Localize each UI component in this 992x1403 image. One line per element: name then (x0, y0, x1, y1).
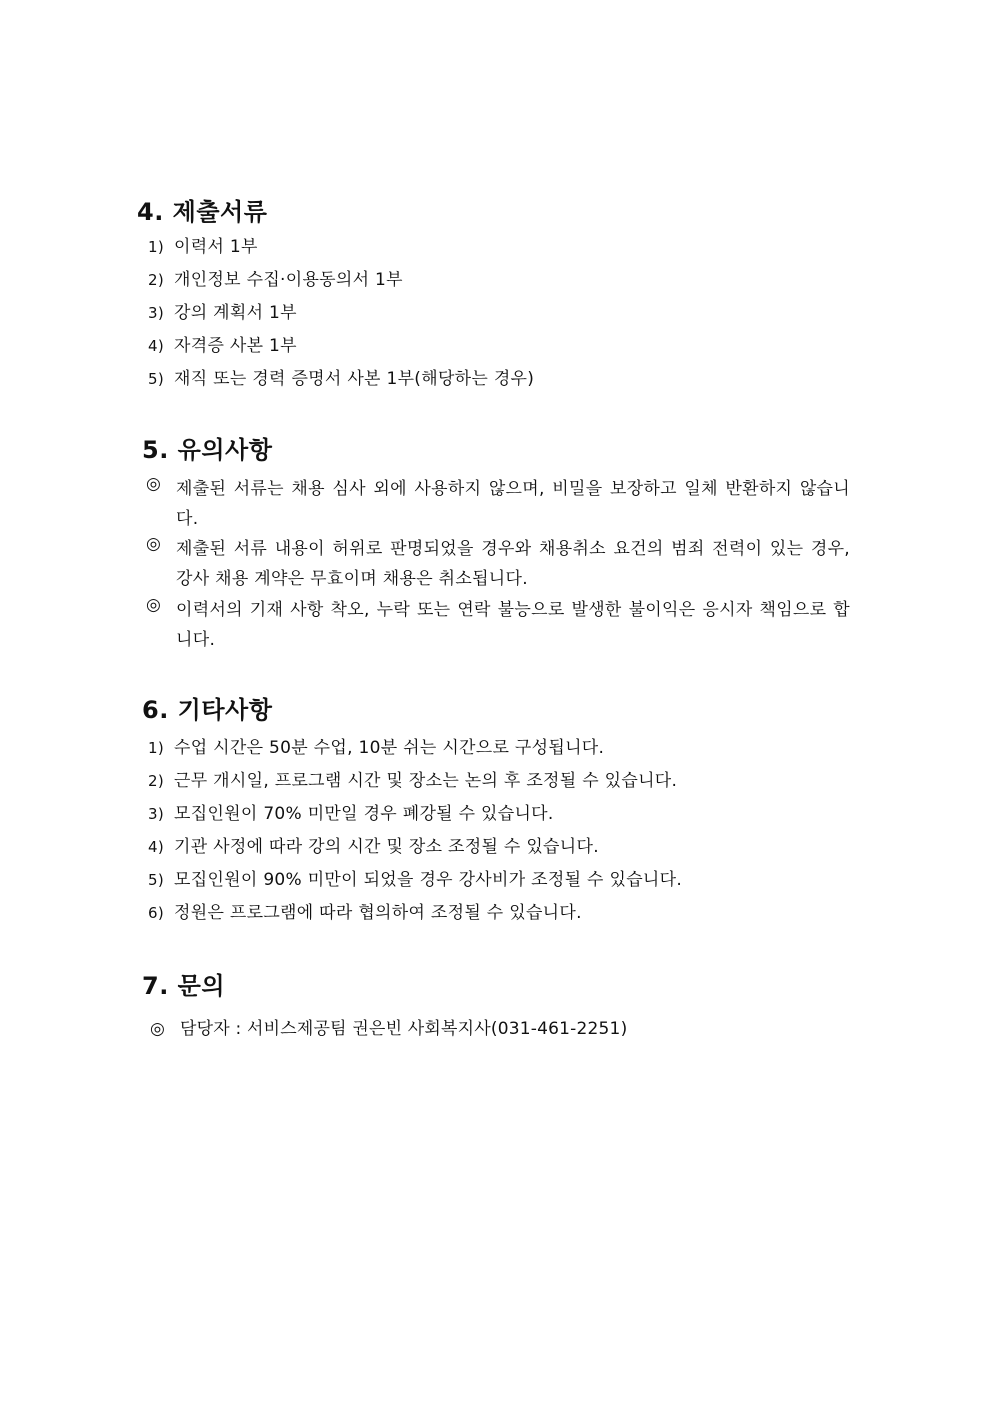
double-circle-bullet-icon: ◎ (146, 474, 161, 494)
contact-text: 담당자 : 서비스제공팀 권은빈 사회복지사(031-461-2251) (180, 1019, 628, 1039)
note-item (146, 595, 850, 655)
list-text: 근무 개시일, 프로그램 시간 및 장소는 논의 후 조정될 수 있습니다. (174, 771, 678, 791)
list-number: 1) (148, 238, 164, 256)
list-number: 6) (148, 904, 164, 922)
section-title-notes: 5. 유의사항 (142, 436, 273, 464)
list-text: 모집인원이 90% 미만이 되었을 경우 강사비가 조정될 수 있습니다. (174, 870, 683, 890)
contact-line (150, 1014, 627, 1039)
section-title-documents: 4. 제출서류 (137, 198, 268, 226)
list-text: 재직 또는 경력 증명서 사본 1부(해당하는 경우) (174, 369, 535, 389)
list-text: 자격증 사본 1부 (174, 336, 297, 356)
note-text: 제출된 서류는 채용 심사 외에 사용하지 않으며, 비밀을 보장하고 일체 반환하지 않습니다. (176, 479, 850, 529)
list-text: 수업 시간은 50분 수업, 10분 쉬는 시간으로 구성됩니다. (174, 738, 605, 758)
list-item (148, 738, 604, 758)
list-item (148, 870, 682, 890)
double-circle-bullet-icon: ◎ (146, 534, 161, 554)
list-number: 5) (148, 370, 164, 388)
list-number: 4) (148, 838, 164, 856)
list-item (148, 336, 297, 356)
list-item (148, 237, 258, 257)
list-item (148, 270, 403, 290)
note-item (146, 474, 850, 534)
list-number: 3) (148, 805, 164, 823)
double-circle-bullet-icon: ◎ (150, 1019, 166, 1039)
list-item (148, 804, 554, 824)
list-item (148, 903, 582, 923)
list-item (148, 303, 297, 323)
list-number: 2) (148, 271, 164, 289)
list-text: 기관 사정에 따라 강의 시간 및 장소 조정될 수 있습니다. (174, 837, 599, 857)
note-text: 제출된 서류 내용이 허위로 판명되었을 경우와 채용취소 요건의 범죄 전력이 있는 경우, 강사 채용 계약은 무효이며 채용은 취소됩니다. (176, 539, 850, 589)
section-title-etc: 6. 기타사항 (142, 696, 273, 724)
note-text: 이력서의 기재 사항 착오, 누락 또는 연락 불능으로 발생한 불이익은 응시자 책임으로 합니다. (176, 600, 850, 650)
note-item (146, 534, 850, 594)
list-text: 이력서 1부 (174, 237, 258, 257)
list-text: 정원은 프로그램에 따라 협의하여 조정될 수 있습니다. (174, 903, 582, 923)
list-number: 5) (148, 871, 164, 889)
list-text: 모집인원이 70% 미만일 경우 폐강될 수 있습니다. (174, 804, 554, 824)
list-item (148, 771, 677, 791)
list-text: 개인정보 수집·이용동의서 1부 (174, 270, 403, 290)
list-number: 1) (148, 739, 164, 757)
list-number: 2) (148, 772, 164, 790)
double-circle-bullet-icon: ◎ (146, 595, 161, 615)
list-item (148, 369, 534, 389)
section-title-contact: 7. 문의 (142, 972, 226, 1000)
list-item (148, 837, 599, 857)
list-text: 강의 계획서 1부 (174, 303, 297, 323)
list-number: 4) (148, 337, 164, 355)
list-number: 3) (148, 304, 164, 322)
